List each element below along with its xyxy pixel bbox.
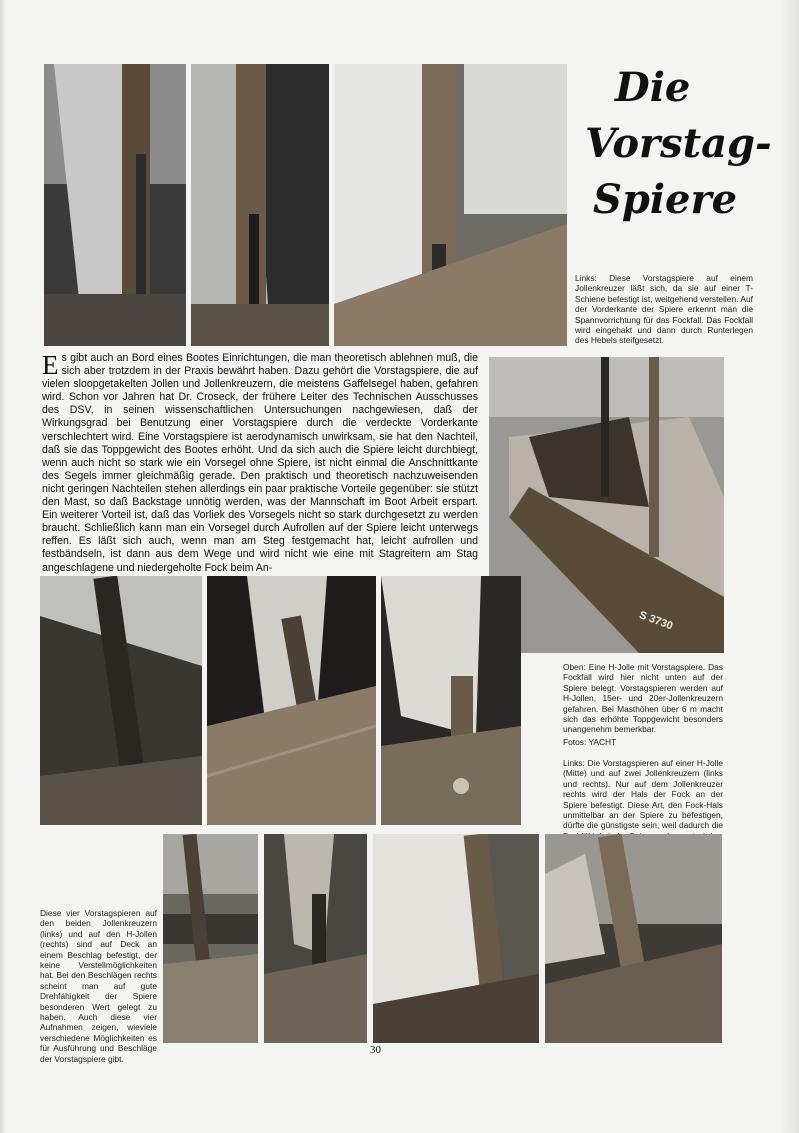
photo-middle-2 — [207, 576, 376, 825]
photo-bottom-2 — [264, 834, 367, 1043]
drop-cap: E — [42, 350, 59, 380]
photo-bottom-3 — [373, 834, 539, 1043]
photo-top-1 — [44, 64, 186, 346]
title-line-1: Die — [615, 64, 691, 111]
boat-sail-number: S 3730 — [637, 609, 675, 633]
caption-top-right: Links: Diese Vorstagspiere auf einem Jollenkreuzer läßt sich, da sie auf einer T-Schiene befestigt ist, weitgehend verstellen. Auf der Vorderkante der Spiere erkennt man die Spannvorrichtung für das Fockfall. Das Fockfall wird eingehakt und dann durch Runterlegen des Hebels steifgesetzt. — [575, 273, 753, 346]
article-text: s gibt auch an Bord eines Bootes Einrichtungen, die man theoretisch ablehnen muß, die sich aber trotzdem in der Praxis bewährt haben. Dazu gehört die Vorstagspiere, die auf vielen sloopgetakelten Jollen und Jollenkreuzern, die meistens Gaffelsegel haben, gefahren wird. Schon vor Jahren hat Dr. Croseck, der frühere Leiter des Technischen Ausschusses des DSV, in seinen wissenschaftlichen Untersuchungen nachgewiesen, daß der Wirkungsgrad bei Benutzung einer Vorstagspiere durch die verdeckte Vorderkante verschlechtert wird. Eine Vorstagspiere ist aerodynamisch unwirksam, sie hat den Nachteil, daß sie das Toppgewicht des Bootes erhöht. Und da sich auch die Spiere leicht durchbiegt, wenn auch nicht so stark wie ein Vorsegel ohne Spiere, ist nicht einmal die Anschnittkante des Segels immer gleichmäßig gerade. Den praktisch und theoretisch nachzuweisenden nicht geringen Nachteilen stehen allerdings ein paar praktische Vorteile gegenüber: sie stützt den Mast, so daß Backstage unnötig werden, was der Mannschaft im Boot Arbeit erspart. Ein weiterer Vorteil ist, daß das Vorliek des Vorsegels nicht so stark durchgesetzt zu werden braucht. Schließlich kann man ein Vorsegel durch Aufrollen auf der Spiere leicht unterwegs reffen. Es läßt sich auch, wenn man am Steg festgemacht hat, leicht aufrollen und festbändseln, ist dann aus dem Wege und wird nicht wie eine mit Stagreitern am Stag angeschlagene und niedergeholte Fock beim An- — [42, 352, 478, 574]
caption-middle-row: Links: Die Vorstagspieren auf einer H-Jolle (Mitte) und auf zwei Jollenkreuzern (links und rechts). Nur auf dem Jollenkreuzer rechts wird der Hals der Fock an der Spiere befestigt. Diese Art, den Fock-Hals unmittelbar an der Spiere zu befestigen, dürfte die günstigste sein, weil dadurch die — [563, 758, 723, 831]
title-line-2: Vorstag- — [585, 120, 772, 167]
photo-h-jolle — [489, 357, 724, 653]
caption-h-jolle: Oben: Eine H-Jolle mit Vorstagspiere. Das Fockfall wird hier nicht unten auf der Spiere belegt. Vorstagspieren werden auf H-Jollen, 15er- und 20er-Jollenkreuzern gefahren. Bei Masthöhen über 6 m macht sich das erhöhte Toppgewicht besonders unangenehm bemerkbar. — [563, 662, 723, 735]
page-number: 30 — [370, 1044, 381, 1056]
photo-middle-1 — [40, 576, 202, 825]
photo-top-3 — [334, 64, 567, 346]
page-edge-right — [779, 0, 799, 1133]
photo-credit: Fotos: YACHT — [563, 737, 617, 747]
title-line-3: Spiere — [593, 176, 738, 223]
page-edge-left — [0, 0, 6, 1133]
caption-bottom-left: Diese vier Vorstagspieren auf den beiden Jollenkreuzern (links) und auf den H-Jollen (rechts) sind auf Deck an einem Beschlag befestigt, der keine Verstellmöglichkeiten hat. Bei den Beschlägen rechts scheint man auf gute Drehfähigkeit der Spiere besonderen Wert gelegt zu haben. Auch diese vier Aufnahmen zeigen, wieviele verschiedene Möglichkeiten es für Ausführung und Beschläge der Vorstagspiere gibt. — [40, 908, 157, 1064]
photo-bottom-4 — [545, 834, 722, 1043]
article-title — [585, 60, 775, 228]
article-body — [42, 352, 478, 575]
photo-bottom-1 — [163, 834, 258, 1043]
photo-middle-3 — [381, 576, 521, 825]
photo-top-2 — [191, 64, 329, 346]
